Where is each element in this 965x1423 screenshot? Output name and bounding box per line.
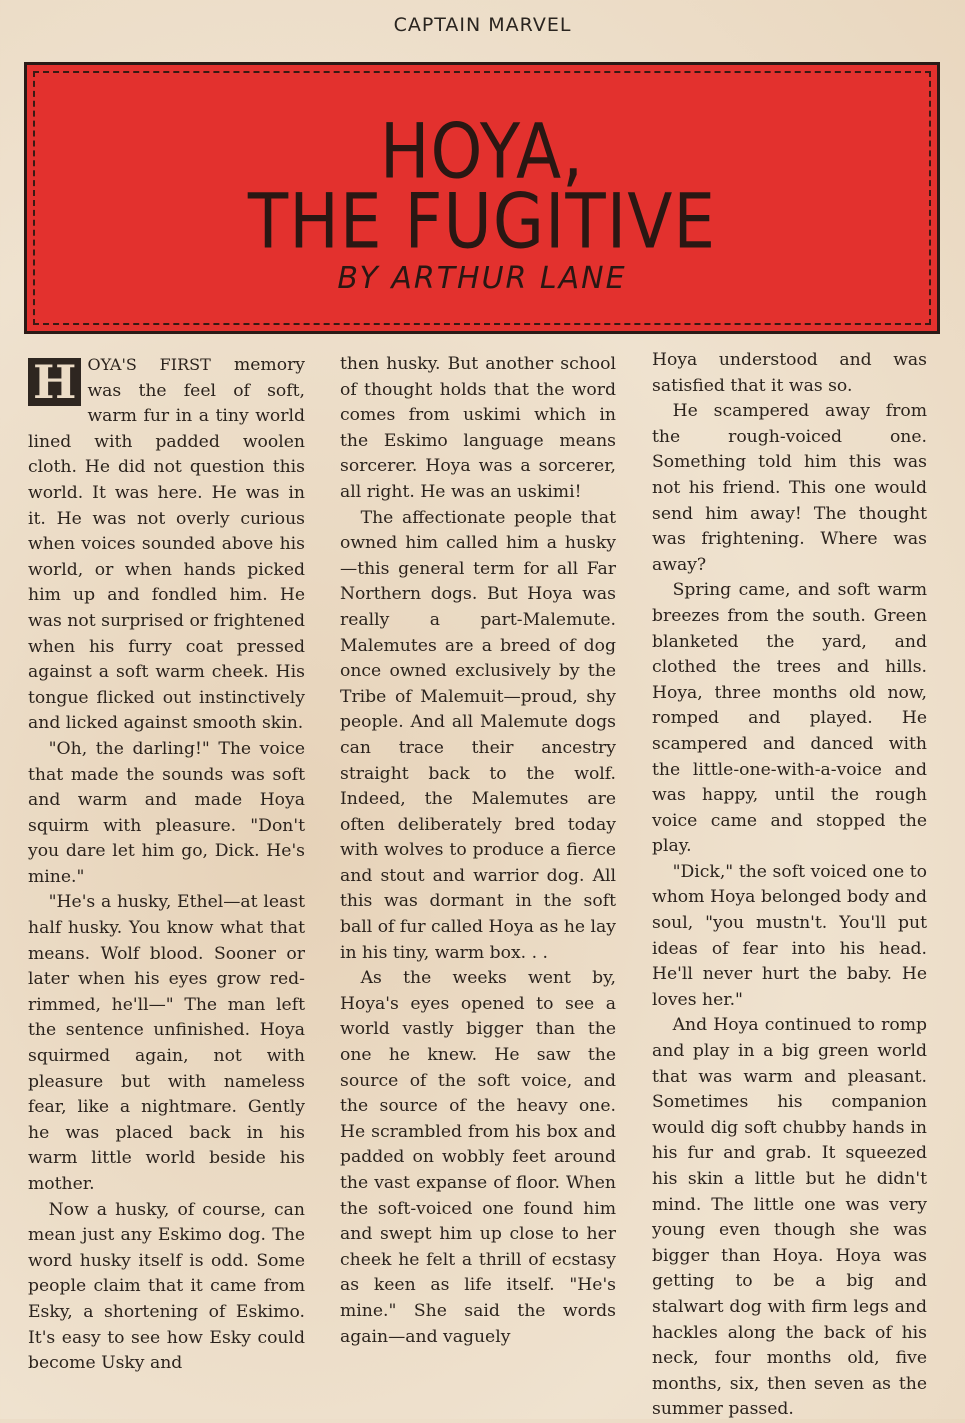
column-1 (28, 352, 305, 1377)
byline: BY ARTHUR LANE (337, 261, 627, 296)
title-banner (24, 62, 940, 334)
story-title-line2: THE FUGITIVE (247, 177, 717, 266)
drop-cap: H (28, 358, 81, 406)
paragraph-8: Spring came, and soft warm breezes from the south. Green blanketed the yard, and clothed the trees and hills. Hoya, three months old now, romped and played. He scampered and danced with the little-one-with-a-voice and was happy, until the rough voice came and stopped the play. (652, 580, 927, 857)
paragraph-6: As the weeks went by, Hoya's eyes opened to see a world vastly bigger than the one he knew. He saw the source of the soft voice, and the source of the heavy one. He scrambled from his box and padded on wobbly feet around the vast expanse of floor. When the soft-voiced one found him and swept him up close to her cheek he felt a thrill of ecstasy as keen as life itself. "He's mine." She said the words again—and vaguely (340, 968, 616, 1347)
story-title-line1: HOYA, (379, 107, 585, 196)
lead-in: OYA'S FIRST (87, 355, 211, 374)
paragraph-4-continued: then husky. But another school of thought holds that the word comes from uskimi which in the Eskimo language means sorcerer. Hoya was a sorcerer, all right. He was an uskimi! (340, 354, 616, 502)
paragraph-1-text: memory was the feel of soft, warm fur in a tiny world lined with padded woolen cloth. He did not question this world. It was here. He was in it. He was not overly curious when voices sounded above his world, or when hands picked him up and fondled him. He was not surprised or frightened when his furry coat pressed against a soft warm cheek. His tongue flicked out instinctively and licked against smooth skin. (28, 355, 305, 734)
paragraph-4: Now a husky, of course, can mean just any Eskimo dog. The word husky itself is odd. Some people claim that it came from Esky, a shortening of Eskimo. It's easy to see how Esky could become Usky and (28, 1199, 305, 1374)
paragraph-5: The affectionate people that owned him called him a husky—this general term for all Far Northern dogs. But Hoya was really a part-Malemute. Malemutes are a breed of dog once owned exclusively by the Tribe of Malemuit—proud, shy people. And all Malemute dogs can trace their ancestry straight back to the wolf. Indeed, the Malemutes are often deliberately bred today with wolves to produce a fierce and stout and warrior dog. All this was dormant in the soft ball of fur called Hoya as he lay in his tiny, warm box. . . (340, 507, 616, 963)
column-2 (340, 352, 616, 1350)
paragraph-9: "Dick," the soft voiced one to whom Hoya belonged body and soul, "you mustn't. You'll put ideas of fear into his head. He'll never hurt the baby. He loves her." (652, 861, 927, 1010)
paragraph-10: And Hoya continued to romp and play in a big green world that was warm and pleasant. Sometimes his companion would dig soft chubby hands in his fur and grab. It squeezed his skin a little but he didn't mind. The little one was very young even though she was bigger than Hoya. Hoya was getting to be a big and stalwart dog with firm legs and hackles along the back of his neck, four months old, five months, six, then seven as the summer passed. (652, 1015, 927, 1420)
paragraph-2: "Oh, the darling!" The voice that made the sounds was soft and warm and made Hoya squirm with pleasure. "Don't you dare let him go, Dick. He's mine." (28, 738, 305, 887)
paragraph-1 (28, 352, 305, 737)
paragraph-3: "He's a husky, Ethel—at least half husky. You know what that means. Wolf blood. Sooner or later when his eyes grow red-rimmed, he'll—" The man left the sentence unfinished. Hoya squirmed again, not with pleasure but with nameless fear, like a nightmare. Gently he was placed back in his warm little world beside his mother. (28, 892, 305, 1194)
running-head: CAPTAIN MARVEL (393, 14, 572, 36)
paragraph-7: He scampered away from the rough-voiced one. Something told him this was not his friend. This one would send him away! The thought was frightening. Where was away? (652, 401, 927, 575)
column-3 (652, 348, 927, 1423)
paragraph-6-continued: Hoya understood and was satisfied that it was so. (652, 350, 927, 396)
